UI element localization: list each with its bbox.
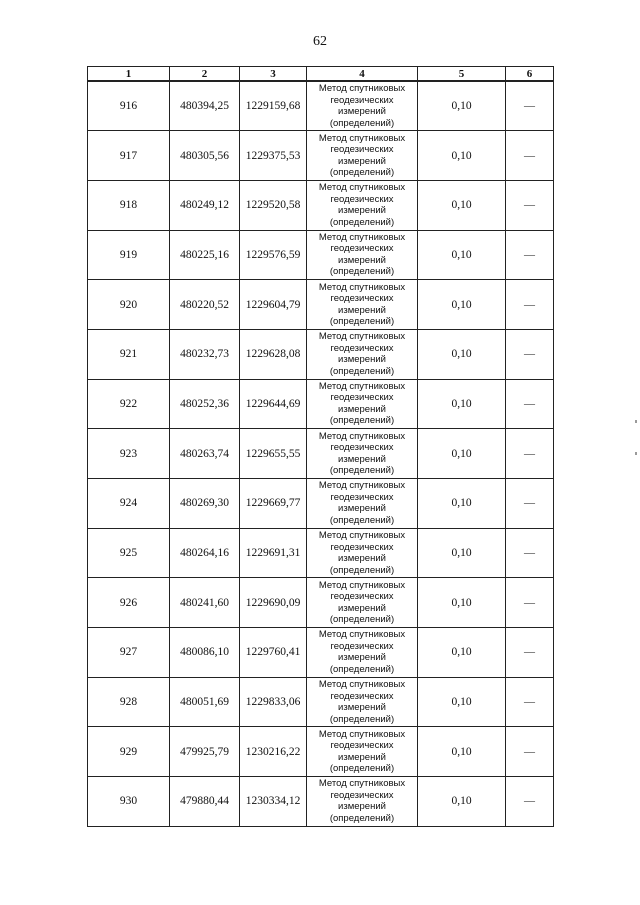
method-line: Метод спутниковых [318, 132, 406, 144]
note-dash: — [506, 677, 554, 727]
table-row [88, 379, 554, 429]
note-dash: — [506, 628, 554, 678]
page-number: 62 [313, 34, 327, 49]
method-cell [307, 578, 418, 628]
coordinate-x: 479880,44 [170, 777, 240, 827]
method-line: (определений) [329, 564, 395, 576]
method-line: Метод спутниковых [318, 728, 406, 740]
method-line: геодезических [330, 144, 394, 156]
column-header: 4 [307, 67, 418, 82]
method-cell [307, 329, 418, 379]
method-line: Метод спутниковых [318, 480, 406, 492]
column-header: 1 [88, 67, 170, 82]
accuracy-value: 0,10 [418, 677, 506, 727]
method-cell [307, 479, 418, 529]
coordinate-x: 480249,12 [170, 180, 240, 230]
method-line: (определений) [329, 365, 395, 377]
method-line: геодезических [330, 491, 394, 503]
coordinate-x: 480241,60 [170, 578, 240, 628]
coordinate-x: 479925,79 [170, 727, 240, 777]
column-header: 3 [240, 67, 307, 82]
point-number: 928 [88, 677, 170, 727]
method-line: измерений [338, 453, 386, 465]
method-line: геодезических [330, 392, 394, 404]
method-line: измерений [338, 205, 386, 217]
table-row [88, 528, 554, 578]
coordinate-y: 1229375,53 [240, 131, 307, 181]
method-line: (определений) [329, 316, 395, 328]
point-number: 926 [88, 578, 170, 628]
coordinate-y: 1229691,31 [240, 528, 307, 578]
note-dash: — [506, 81, 554, 131]
method-line: измерений [338, 254, 386, 266]
table-row [88, 81, 554, 131]
coordinate-y: 1229669,77 [240, 479, 307, 529]
method-line: (определений) [329, 415, 395, 427]
table-row [88, 329, 554, 379]
point-number: 919 [88, 230, 170, 280]
column-header: 2 [170, 67, 240, 82]
note-dash: — [506, 379, 554, 429]
method-line: измерений [338, 553, 386, 565]
method-line: измерений [338, 155, 386, 167]
accuracy-value: 0,10 [418, 429, 506, 479]
method-line: (определений) [329, 812, 395, 824]
note-dash: — [506, 479, 554, 529]
method-line: Метод спутниковых [318, 331, 406, 343]
method-line: геодезических [330, 690, 394, 702]
method-line: измерений [338, 751, 386, 763]
method-line: геодезических [330, 243, 394, 255]
point-number: 918 [88, 180, 170, 230]
method-line: Метод спутниковых [318, 182, 406, 194]
point-number: 927 [88, 628, 170, 678]
header-row [88, 67, 554, 82]
method-line: Метод спутниковых [318, 281, 406, 293]
coordinate-x: 480264,16 [170, 528, 240, 578]
coordinate-x: 480305,56 [170, 131, 240, 181]
accuracy-value: 0,10 [418, 230, 506, 280]
method-line: Метод спутниковых [318, 530, 406, 542]
method-line: Метод спутниковых [318, 380, 406, 392]
note-dash: — [506, 131, 554, 181]
coordinate-y: 1229604,79 [240, 280, 307, 330]
coordinate-x: 480269,30 [170, 479, 240, 529]
coordinate-y: 1229520,58 [240, 180, 307, 230]
coordinate-y: 1229644,69 [240, 379, 307, 429]
accuracy-value: 0,10 [418, 479, 506, 529]
accuracy-value: 0,10 [418, 131, 506, 181]
coordinate-x: 480263,74 [170, 429, 240, 479]
accuracy-value: 0,10 [418, 578, 506, 628]
method-line: геодезических [330, 293, 394, 305]
point-number: 917 [88, 131, 170, 181]
scan-edge-mark [635, 452, 637, 455]
method-cell [307, 379, 418, 429]
method-line: Метод спутниковых [318, 231, 406, 243]
accuracy-value: 0,10 [418, 628, 506, 678]
method-line: геодезических [330, 789, 394, 801]
method-line: геодезических [330, 640, 394, 652]
method-cell [307, 528, 418, 578]
accuracy-value: 0,10 [418, 777, 506, 827]
method-line: (определений) [329, 713, 395, 725]
method-cell [307, 727, 418, 777]
coordinate-x: 480086,10 [170, 628, 240, 678]
coordinate-x: 480394,25 [170, 81, 240, 131]
coordinate-y: 1229159,68 [240, 81, 307, 131]
coordinate-y: 1230216,22 [240, 727, 307, 777]
method-cell [307, 131, 418, 181]
coordinate-x: 480225,16 [170, 230, 240, 280]
point-number: 924 [88, 479, 170, 529]
point-number: 916 [88, 81, 170, 131]
table-row [88, 230, 554, 280]
note-dash: — [506, 528, 554, 578]
table-row [88, 578, 554, 628]
note-dash: — [506, 727, 554, 777]
method-line: (определений) [329, 663, 395, 675]
point-number: 929 [88, 727, 170, 777]
method-cell [307, 628, 418, 678]
accuracy-value: 0,10 [418, 727, 506, 777]
method-cell [307, 230, 418, 280]
coordinate-y: 1229628,08 [240, 329, 307, 379]
method-line: Метод спутниковых [318, 629, 406, 641]
coordinate-y: 1229576,59 [240, 230, 307, 280]
method-cell [307, 280, 418, 330]
method-cell [307, 180, 418, 230]
coordinate-y: 1229690,09 [240, 578, 307, 628]
column-header: 6 [506, 67, 554, 82]
table-row [88, 180, 554, 230]
coordinate-y: 1229760,41 [240, 628, 307, 678]
table-row [88, 429, 554, 479]
method-line: измерений [338, 304, 386, 316]
method-line: (определений) [329, 167, 395, 179]
method-line: Метод спутниковых [318, 579, 406, 591]
coordinate-y: 1229655,55 [240, 429, 307, 479]
method-line: (определений) [329, 763, 395, 775]
point-number: 922 [88, 379, 170, 429]
note-dash: — [506, 429, 554, 479]
method-line: (определений) [329, 514, 395, 526]
method-line: Метод спутниковых [318, 83, 406, 95]
point-number: 923 [88, 429, 170, 479]
note-dash: — [506, 280, 554, 330]
note-dash: — [506, 578, 554, 628]
table-row [88, 777, 554, 827]
method-line: измерений [338, 503, 386, 515]
method-line: измерений [338, 602, 386, 614]
table-row [88, 280, 554, 330]
column-header: 5 [418, 67, 506, 82]
point-number: 921 [88, 329, 170, 379]
table-row [88, 628, 554, 678]
coordinate-x: 480051,69 [170, 677, 240, 727]
note-dash: — [506, 180, 554, 230]
method-line: измерений [338, 106, 386, 118]
method-line: геодезических [330, 591, 394, 603]
table-row [88, 131, 554, 181]
note-dash: — [506, 329, 554, 379]
method-line: измерений [338, 801, 386, 813]
method-line: измерений [338, 354, 386, 366]
method-line: (определений) [329, 465, 395, 477]
method-line: измерений [338, 652, 386, 664]
coordinate-y: 1230334,12 [240, 777, 307, 827]
table-row [88, 727, 554, 777]
accuracy-value: 0,10 [418, 528, 506, 578]
coordinates-table [87, 66, 554, 827]
method-line: геодезических [330, 740, 394, 752]
coordinate-x: 480220,52 [170, 280, 240, 330]
method-line: геодезических [330, 541, 394, 553]
point-number: 920 [88, 280, 170, 330]
method-line: измерений [338, 702, 386, 714]
method-cell [307, 429, 418, 479]
coordinate-x: 480232,73 [170, 329, 240, 379]
method-cell [307, 677, 418, 727]
accuracy-value: 0,10 [418, 280, 506, 330]
method-line: (определений) [329, 216, 395, 228]
coordinate-y: 1229833,06 [240, 677, 307, 727]
accuracy-value: 0,10 [418, 379, 506, 429]
table-row [88, 677, 554, 727]
method-line: (определений) [329, 614, 395, 626]
method-line: геодезических [330, 193, 394, 205]
accuracy-value: 0,10 [418, 81, 506, 131]
method-line: геодезических [330, 94, 394, 106]
method-line: Метод спутниковых [318, 430, 406, 442]
method-line: (определений) [329, 266, 395, 278]
accuracy-value: 0,10 [418, 329, 506, 379]
method-line: геодезических [330, 342, 394, 354]
method-cell [307, 81, 418, 131]
method-line: Метод спутниковых [318, 778, 406, 790]
method-line: Метод спутниковых [318, 679, 406, 691]
scan-edge-mark [635, 420, 637, 423]
note-dash: — [506, 230, 554, 280]
coordinate-x: 480252,36 [170, 379, 240, 429]
point-number: 925 [88, 528, 170, 578]
method-line: (определений) [329, 117, 395, 129]
method-line: измерений [338, 403, 386, 415]
method-cell [307, 777, 418, 827]
method-line: геодезических [330, 442, 394, 454]
note-dash: — [506, 777, 554, 827]
accuracy-value: 0,10 [418, 180, 506, 230]
table-row [88, 479, 554, 529]
point-number: 930 [88, 777, 170, 827]
